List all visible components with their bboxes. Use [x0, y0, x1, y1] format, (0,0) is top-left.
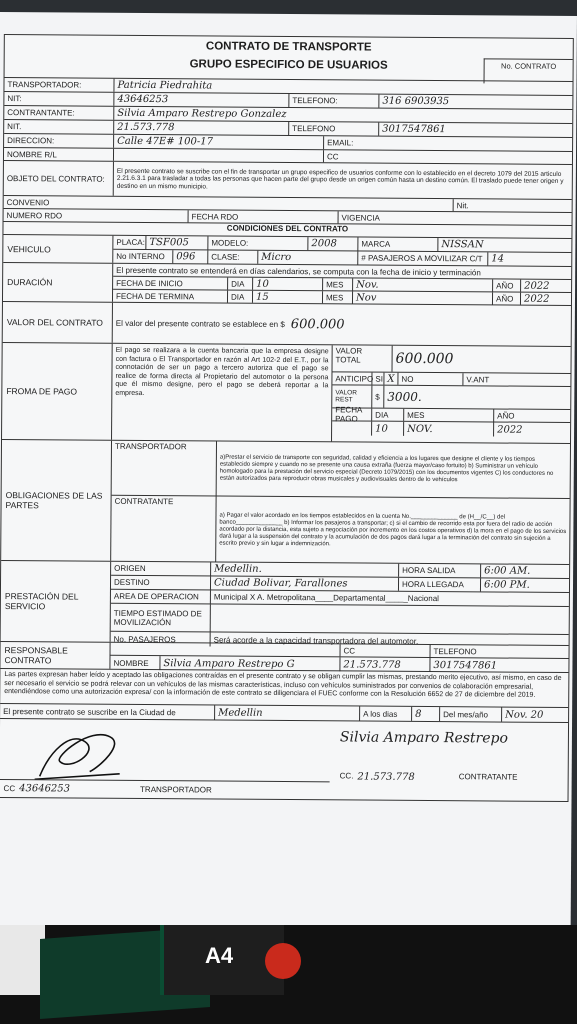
label-vant: V.ANT [466, 374, 490, 384]
value-mes-ano: Nov. 20 [505, 709, 544, 721]
label-servicio: PRESTACIÓN DEL SERVICIO [1, 561, 112, 642]
value-interno: 096 [173, 250, 208, 263]
label-hora-salida: HORA SALIDA [399, 564, 481, 578]
clausula-text: Las partes expresan haber leído y aceptado las obligaciones contraídas en el presente contrato y se obligan cumplir las mismas, prestando merito ejecutivo, así mismo, en caso de ser necesario el servicio se podrá relevar con un vehículos de las mismas características, incluso con vehículos suministrados por convenios de colaboración empresarial, entendiéndose como una autorización expresa/ con la información de este contrato se diligenciara el FUEC conforme con la Resolución 6652 de 27 de diciembre del 2019. [0, 669, 568, 708]
value-ano-fin: 2022 [523, 293, 550, 305]
label-modelo: MODELO: [208, 236, 308, 250]
value-dia-inicio: 10 [253, 278, 323, 290]
label-marca: MARCA [358, 238, 438, 252]
duracion-text: El presente contrato se entenderá en días calendarios, se computa con la fecha de inicio y terminación [116, 265, 481, 277]
pago-text: El pago se realizara a la cuenta bancaria que la empresa designe con factura o El Transportador en razón al Art 102-2 del E.T., por la connotación de ser un pago a tercero autoriza que el pago se realice de forma directa al Propietario del automotor o la persona que él mismo designe, pero el pago se deberá reportar a la empresa. [112, 344, 333, 442]
value-transportador: Patricia Piedrahita [117, 79, 213, 92]
group-duracion [3, 263, 571, 306]
label-ano-inicio: AÑO [493, 279, 521, 291]
label-valor-rest-sym: $ [372, 386, 384, 408]
document-sheet [0, 12, 577, 951]
value-ano-inicio: 2022 [524, 280, 550, 292]
value-modelo: 2008 [308, 237, 358, 250]
label-valor-rest: VALOR REST [332, 385, 372, 407]
value-mes-fin: Nov [353, 291, 493, 304]
value-pasajeros: 14 [491, 253, 505, 265]
section-condiciones: CONDICIONES DEL CONTRATO [3, 222, 571, 239]
oblig-contratante-text: a) Pagar el valor acordado en los tiempos establecidos en la cuenta No.______________ de (H__/C__) del banco______________ b) Informar los pasajeros a transportar; c) si el cambio de recorrido esta por fuera del radio de acción acordado por la distancia, esta sujeto a negociación por incremento en los costos operativos d) la mora en el pago de los servicios dará lugar a la suspensión del contrato y la acumulación de dos pagos dará lugar a la terminación del contrato sin sujeción a escrito previo y sin lugar a indemnización. [219, 512, 567, 547]
label-resp-cc: CC [341, 644, 431, 657]
label-obligaciones: OBLIGACIONES DE LAS PARTES [1, 440, 112, 561]
label-ano-fin: AÑO [493, 292, 521, 304]
label-telefono2: TELEFONO [289, 122, 379, 136]
value-nit2: 21.573.778 [114, 121, 289, 135]
value-telefono: 316 6903935 [382, 95, 450, 108]
label-fecha-inicio: FECHA DE INICIO [113, 277, 228, 290]
value-resp-telefono: 3017547861 [433, 659, 498, 671]
contract-form [0, 34, 574, 802]
value-ciudad: Medellin [215, 706, 360, 721]
value-area: Municipal X A. Metropolitana____Departamental_____Nacional [213, 592, 439, 604]
label-telefono: TELEFONO: [289, 94, 379, 108]
label-firma-cc: CC [3, 784, 16, 794]
label-duracion: DURACIÓN [3, 263, 113, 302]
label-pago: FROMA DE PAGO [2, 343, 113, 440]
group-responsable [0, 642, 568, 673]
label-resp-nombre: NOMBRE [110, 656, 160, 670]
label-resp-telefono: TELEFONO [433, 646, 477, 656]
contratante-signature: Silvia Amparo Restrepo [339, 729, 508, 747]
label-mes-ano: Del mes/año [440, 707, 502, 721]
label-anticipo: ANTICIPO [332, 372, 372, 384]
label-npasajeros: No. PASAJEROS [111, 632, 211, 647]
value-valor-rest: 3000. [387, 389, 422, 404]
label-mes-fin: MES [323, 291, 353, 303]
label-nit: NIT: [4, 92, 114, 106]
value-nombre-rl [114, 149, 324, 162]
value-origen: Medellin. [211, 562, 399, 576]
label-pago-mes: MES [404, 409, 494, 422]
label-nit3: Nit. [456, 200, 469, 210]
label-contratante: CONTRANTANTE: [4, 106, 114, 120]
objeto-text: El presente contrato se suscribe con el fin de transportar un grupo especifico de usuarios conforme con lo establecido en el decreto 1079 del 2015 articulo 2.21.6.3.1 para trasladar a todas las personas que hacen parte del grupo desde un origen común hasta un destino común. El traslado puede tener origen y destino en un mismo municipio. [116, 167, 564, 191]
label-pago-ano: AÑO [497, 410, 515, 421]
label-interno: No INTERNO [113, 250, 173, 263]
value-clase: Micro [258, 251, 358, 265]
value-marca: NISSAN [441, 239, 484, 251]
label-nit2: NIT. [4, 120, 114, 134]
label-nombre-rl: NOMBRE R/L [4, 148, 114, 161]
label-tiempo: TIEMPO ESTIMADO DE MOVILIZACIÓN [111, 604, 211, 632]
label-firma-cc2: CC. [339, 771, 354, 781]
value-resp-cc: 21.573.778 [340, 657, 430, 672]
value-nit: 43646253 [114, 93, 289, 107]
label-firma-contratante: CONTRATANTE [458, 772, 518, 782]
row-objeto [4, 161, 572, 200]
group-obligaciones [1, 440, 570, 565]
form-header [5, 35, 573, 82]
label-vehiculo: VEHICULO [3, 235, 113, 263]
transportador-signature [30, 721, 150, 784]
form-title: CONTRATO DE TRANSPORTE [205, 40, 372, 54]
label-mes-inicio: MES [323, 278, 353, 290]
value-destino: Ciudad Bolivar, Farallones [211, 576, 399, 590]
bag-brand-text: A4 [205, 943, 234, 968]
label-oblig-transportador: TRANSPORTADOR [112, 441, 217, 496]
label-destino: DESTINO [111, 576, 211, 590]
label-valor-total: VALOR TOTAL [332, 345, 392, 371]
value-valor-total: 600.000 [395, 350, 454, 368]
value-hora-salida: 6:00 AM. [484, 565, 531, 577]
label-direccion: DIRECCION: [4, 134, 114, 148]
background-bag [0, 925, 577, 1024]
label-origen: ORIGEN [111, 562, 211, 576]
label-clase: CLASE: [208, 250, 258, 263]
value-valor: 600.000 [290, 316, 345, 332]
value-dias: 8 [412, 707, 440, 721]
label-oblig-contratante: CONTRATANTE [111, 496, 216, 563]
value-dia-fin: 15 [253, 291, 323, 303]
label-hora-llegada: HORA LLEGADA [399, 578, 481, 592]
mark-si: X [384, 373, 398, 385]
npasajeros-text: Será acorde a la capacidad transportadora del automotor. [213, 635, 419, 646]
signature-area [0, 719, 568, 801]
value-pago-mes: NOV. [404, 422, 494, 437]
label-transportador: TRANSPORTADOR: [4, 78, 114, 92]
oblig-transportador-text: a)Prestar el servicio de transporte con seguridad, calidad y eficiencia a los lugares que designe el cliente y los tiempos establecido siempre y cuando no se presente una causa extraña (fuerza mayor/caso fortuito) b) Suministrar un vehículo homologado para la prestación del servicio especial (Decreto 1079/2015) con los documentos vigentes C) los conductores no están autorizados para reproducir obras musicales y audiovisuales dentro de lo vehículos [219, 454, 554, 484]
label-responsable: RESPONSABLE CONTRATO [0, 642, 110, 669]
value-pago-ano: 2022 [497, 423, 523, 436]
value-placa: TSF005 [146, 236, 208, 249]
label-vigencia: VIGENCIA [341, 212, 380, 223]
label-area: AREA DE OPERACION [111, 590, 211, 604]
form-subtitle: GRUPO ESPECIFICO DE USUARIOS [189, 58, 388, 72]
label-email: EMAIL: [327, 138, 354, 148]
label-valor: VALOR DEL CONTRATO [3, 302, 113, 343]
value-hora-llegada: 6:00 PM. [483, 579, 530, 591]
group-pago [2, 343, 571, 444]
label-convenio: CONVENIO [4, 196, 454, 211]
valor-text: El valor del presente contrato se establece en $ [115, 318, 285, 329]
group-vehiculo [3, 235, 571, 267]
label-dia-fin: DIA [228, 291, 253, 303]
label-fecha-termina: FECHA DE TERMINA [113, 290, 228, 303]
value-resp-nombre: Silvia Amparo Restrepo G [160, 656, 340, 671]
label-si: SI [372, 373, 384, 385]
label-placa: PLACA: [113, 236, 146, 249]
label-pago-dia: DIA [372, 409, 404, 421]
value-firma-cc: 43646253 [19, 783, 71, 795]
paper-strip [0, 925, 45, 995]
label-pasajeros: # PASAJEROS A MOVILIZAR C/T [358, 252, 488, 266]
label-fecha-rdo: FECHA RDO [189, 210, 339, 223]
contract-number-box: No. CONTRATO [484, 58, 573, 84]
group-valor [3, 302, 571, 347]
label-numero-rdo: NUMERO RDO [4, 209, 189, 222]
value-contratante: Silvia Amparo Restrepo Gonzalez [117, 107, 287, 121]
bag-red-badge [265, 943, 301, 979]
suscribe-text: El presente contrato se suscribe en la Ciudad de [0, 704, 215, 720]
label-dias: A los dias [360, 707, 412, 721]
group-servicio [1, 561, 570, 646]
value-direccion: Calle 47E# 100-17 [114, 135, 324, 149]
label-objeto: OBJETO DEL CONTRATO: [4, 161, 114, 196]
value-mes-inicio: Nov. [353, 278, 493, 291]
label-dia-inicio: DIA [228, 278, 253, 290]
value-telefono2: 3017547861 [382, 123, 446, 136]
label-cc: CC [326, 151, 339, 161]
value-firma-cc2: 21.573.778 [357, 771, 415, 783]
label-firma-transportador: TRANSPORTADOR [140, 784, 212, 795]
value-pago-dia: 10 [372, 422, 404, 436]
label-no: NO [398, 373, 463, 385]
label-fecha-pago: FECHA PAGO [332, 408, 372, 420]
